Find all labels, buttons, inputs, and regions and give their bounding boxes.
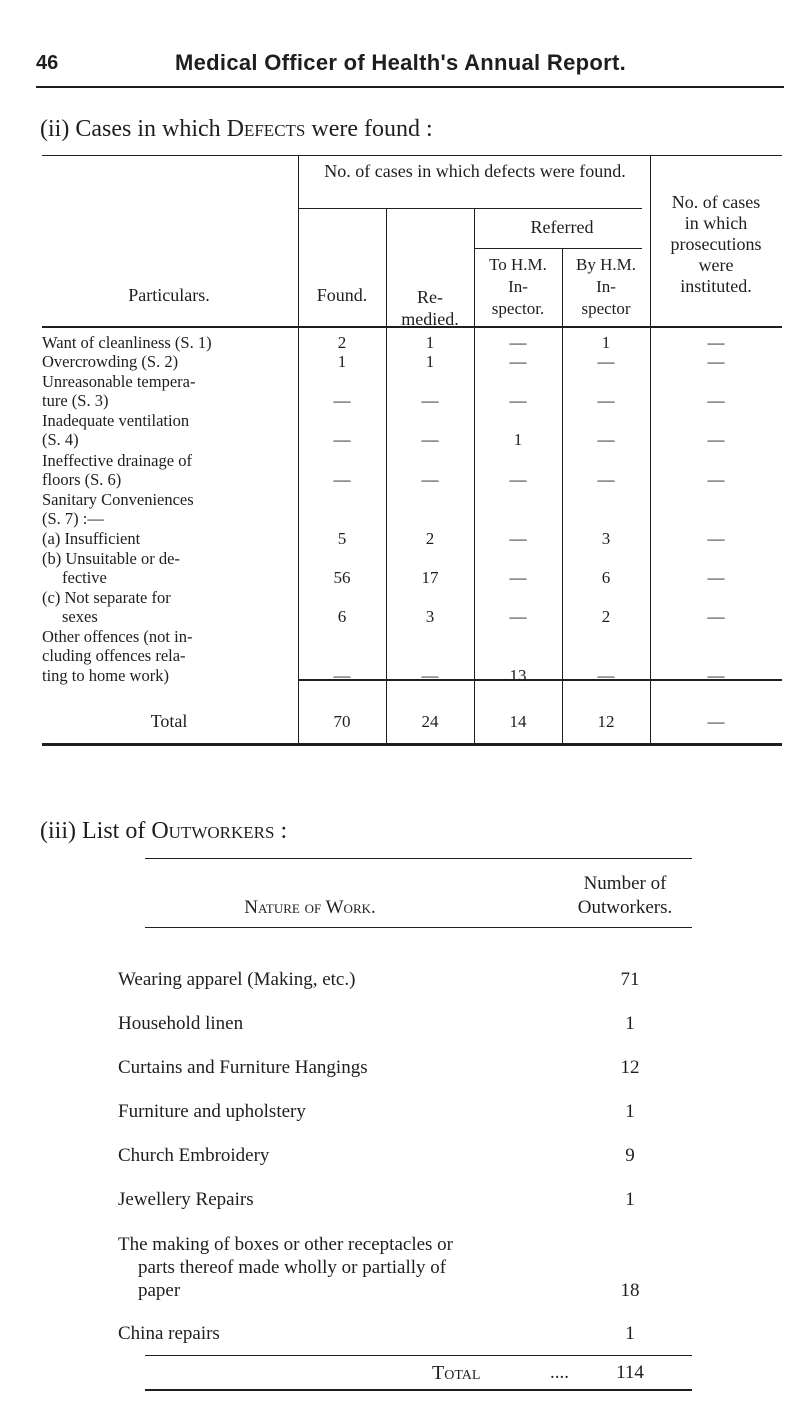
cell-found: 5 — [337, 529, 347, 548]
cell-found: — — [333, 430, 351, 449]
cell-remedied: — — [421, 470, 439, 489]
col-remedied: Re- medied. — [401, 287, 459, 329]
cell-prosecutions: — — [707, 391, 725, 410]
cell-to-hm: — — [509, 529, 527, 548]
cell-found: — — [333, 470, 351, 489]
row-label-line: (a) Insufficient — [42, 529, 141, 548]
row-label-line: (S. 4) — [42, 430, 79, 449]
list-item-count: 1 — [625, 1323, 635, 1344]
section-iii-heading: (iii) List of Outworkers : — [40, 818, 288, 844]
cell-remedied: — — [421, 391, 439, 410]
cell-remedied: 1 — [425, 352, 435, 371]
cell-by-hm: 1 — [601, 333, 611, 352]
outworkers-total-dots: .... — [550, 1362, 569, 1383]
cell-prosecutions: — — [707, 568, 725, 587]
row-label-line: ture (S. 3) — [42, 391, 109, 410]
row-label-line: cluding offences rela- — [42, 646, 186, 665]
total-to-hm: 14 — [509, 712, 527, 731]
cell-found: — — [333, 391, 351, 410]
cell-prosecutions: — — [707, 529, 725, 548]
cell-found: 1 — [337, 352, 347, 371]
cell-to-hm: — — [509, 352, 527, 371]
cell-to-hm: — — [509, 607, 527, 626]
cell-to-hm: — — [509, 470, 527, 489]
list-item-count: 18 — [620, 1280, 640, 1301]
cell-to-hm: 13 — [509, 666, 527, 685]
cell-prosecutions: — — [707, 430, 725, 449]
cell-remedied: 2 — [425, 529, 435, 548]
total-prosecutions: — — [707, 712, 725, 731]
row-label-line: (c) Not separate for — [42, 588, 171, 607]
list-item-count: 1 — [625, 1013, 635, 1034]
row-label-line: Other offences (not in- — [42, 627, 193, 646]
col-found: Found. — [316, 285, 368, 305]
col-by-hm: By H.M. In- spector — [576, 255, 636, 318]
list-item-count: 1 — [625, 1189, 635, 1210]
list-item-count: 9 — [625, 1145, 635, 1166]
col-nature-of-work: Nature of Work. — [244, 897, 376, 918]
col-prosecutions: No. of cases in which prosecutions were instituted. — [670, 192, 762, 296]
cell-by-hm: 6 — [601, 568, 611, 587]
cell-remedied: 3 — [425, 607, 435, 626]
row-label-line: sexes — [62, 607, 98, 626]
cell-found: 6 — [337, 607, 347, 626]
cell-to-hm: — — [509, 333, 527, 352]
cell-remedied: 17 — [421, 568, 439, 587]
col-number-line-2: Outworkers. — [577, 897, 673, 918]
list-item-continuation: parts thereof made wholly or partially of — [138, 1257, 447, 1278]
col-referred: Referred — [530, 217, 594, 237]
section-ii-heading: (ii) Cases in which Defects were found : — [40, 116, 433, 142]
cell-prosecutions: — — [707, 470, 725, 489]
cell-found: 2 — [337, 333, 347, 352]
cell-found: — — [333, 666, 351, 685]
outworkers-head-rule — [145, 927, 692, 928]
outworkers-bottom-rule — [145, 1389, 692, 1391]
cell-by-hm: — — [597, 470, 615, 489]
outworkers-total-value: 114 — [616, 1362, 644, 1383]
col-particulars: Particulars. — [128, 285, 210, 305]
row-label-line: (b) Unsuitable or de- — [42, 549, 180, 568]
cell-by-hm: — — [597, 430, 615, 449]
list-item: China repairs — [118, 1323, 220, 1344]
row-label-line: fective — [62, 568, 107, 587]
total-by-hm: 12 — [597, 712, 615, 731]
list-item: Curtains and Furniture Hangings — [118, 1057, 368, 1078]
col-number-line-1: Number of — [583, 873, 667, 894]
col-to-hm: To H.M. In- spector. — [489, 255, 547, 318]
cell-found: 56 — [333, 568, 351, 587]
list-item-count: 71 — [620, 969, 640, 990]
row-label-line: Overcrowding (S. 2) — [42, 352, 179, 371]
row-label-line: Sanitary Conveniences — [42, 490, 194, 509]
cell-prosecutions: — — [707, 352, 725, 371]
total-remedied: 24 — [421, 712, 439, 731]
cell-by-hm: — — [597, 666, 615, 685]
cell-by-hm: 2 — [601, 607, 611, 626]
row-label-line: floors (S. 6) — [42, 470, 122, 489]
col-group-header: No. of cases in which defects were found. — [324, 161, 626, 181]
list-item: Jewellery Repairs — [118, 1189, 254, 1210]
cell-by-hm: — — [597, 391, 615, 410]
cell-prosecutions: — — [707, 607, 725, 626]
row-label-line: (S. 7) :— — [42, 509, 104, 528]
list-item: Wearing apparel (Making, etc.) — [118, 969, 356, 990]
row-label-line: Want of cleanliness (S. 1) — [42, 333, 212, 352]
cell-by-hm: — — [597, 352, 615, 371]
cell-remedied: 1 — [425, 333, 435, 352]
list-item-count: 1 — [625, 1101, 635, 1122]
list-item: Household linen — [118, 1013, 244, 1034]
total-label: Total — [150, 711, 188, 731]
list-item-count: 12 — [620, 1057, 640, 1078]
row-label-line: ting to home work) — [42, 666, 169, 685]
cell-remedied: — — [421, 430, 439, 449]
cell-to-hm: — — [509, 568, 527, 587]
outworkers-total-rule — [145, 1355, 692, 1356]
cell-to-hm: — — [509, 391, 527, 410]
list-item: Furniture and upholstery — [118, 1101, 306, 1122]
row-label-line: Ineffective drainage of — [42, 451, 192, 470]
total-found: 70 — [333, 712, 351, 731]
cell-prosecutions: — — [707, 666, 725, 685]
row-label-line: Inadequate ventilation — [42, 411, 190, 430]
row-label-line: Unreasonable tempera- — [42, 372, 196, 391]
list-item: The making of boxes or other receptacles or — [118, 1234, 454, 1255]
page-number: 46 — [36, 52, 59, 74]
page-title: Medical Officer of Health's Annual Report. — [175, 50, 626, 75]
outworkers-top-rule — [145, 858, 692, 859]
list-item: Church Embroidery — [118, 1145, 270, 1166]
cell-by-hm: 3 — [601, 529, 611, 548]
list-item-continuation: paper — [138, 1280, 181, 1301]
cell-to-hm: 1 — [513, 430, 523, 449]
cell-prosecutions: — — [707, 333, 725, 352]
cell-remedied: — — [421, 666, 439, 685]
outworkers-total-label: Total — [432, 1362, 481, 1384]
